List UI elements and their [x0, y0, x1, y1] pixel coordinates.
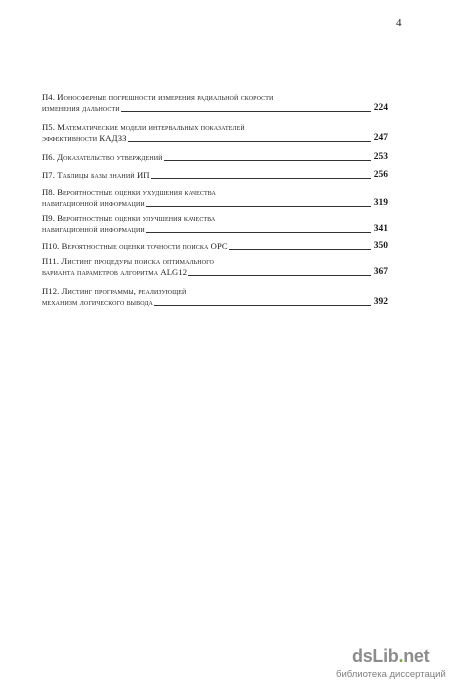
dotted-leader	[188, 275, 371, 276]
toc-entry-page: 224	[373, 103, 388, 113]
dotted-leader	[121, 111, 371, 112]
toc-entry-page: 247	[373, 133, 388, 143]
toc-entry-title-line2: механизм логического вывода	[42, 297, 153, 307]
toc-entry-title: П10. Вероятностные оценки точности поиска ОРС	[42, 241, 228, 251]
dotted-leader	[164, 160, 371, 161]
toc-entry-page: 367	[373, 267, 388, 277]
toc-entry-title-line2: навигационной информации	[42, 198, 145, 208]
toc-entry-title-line2: навигационной информации	[42, 224, 145, 234]
toc-entry-title-line2: варианта параметров алгоритма ALG12	[42, 267, 188, 277]
toc-entry-title-line1: П9. Вероятностные оценки улучшения качества	[42, 213, 216, 223]
dotted-leader	[154, 305, 371, 306]
toc-entry-page: 341	[373, 224, 388, 234]
toc-entry-page: 350	[373, 241, 388, 251]
toc-entry-p10	[42, 241, 388, 252]
toc-entry-p8	[42, 187, 388, 209]
toc-entry-p9	[42, 213, 388, 235]
toc-entry-title-line1: П8. Вероятностные оценки ухудшения качества	[42, 187, 216, 197]
watermark-brand: dsLib	[352, 646, 399, 666]
watermark-logo	[352, 646, 442, 667]
dotted-leader	[146, 232, 371, 233]
toc-entry-title-line1: П4. Ионосферные погрешности измерения радиальной скорости	[42, 92, 274, 102]
toc-entry-p6	[42, 152, 388, 163]
dotted-leader	[128, 141, 371, 142]
watermark-subtitle: библиотека диссертаций	[336, 669, 446, 680]
toc-entry-page: 319	[373, 198, 388, 208]
toc-entry-p5	[42, 122, 388, 144]
dotted-leader	[229, 249, 371, 250]
toc-entry-page: 253	[373, 152, 388, 162]
toc-entry-title-line2: изменения дальности	[42, 103, 120, 113]
toc-entry-page: 256	[373, 170, 388, 180]
toc-entry-title-line1: П5. Математические модели интервальных показателей	[42, 122, 245, 132]
toc-entry-p12	[42, 286, 388, 308]
watermark-dot: .	[398, 646, 404, 666]
toc-entry-title-line2: эффективности КАДЗЗ	[42, 133, 127, 143]
toc-entry-title: П7. Таблицы базы знаний ИП	[42, 170, 150, 180]
toc-entry-title-line1: П11. Листинг процедуры поиска оптимального	[42, 256, 214, 266]
toc-entry-p4	[42, 92, 388, 114]
watermark-tld: net	[403, 646, 430, 666]
dotted-leader	[146, 206, 371, 207]
dotted-leader	[151, 178, 371, 179]
page-number: 4	[396, 17, 402, 29]
toc-entry-page: 392	[373, 297, 388, 307]
toc-entry-title: П6. Доказательство утверждений	[42, 152, 163, 162]
toc-entry-p7	[42, 170, 388, 181]
toc-entry-p11	[42, 256, 388, 278]
toc-entry-title-line1: П12. Листинг программы, реализующей	[42, 286, 187, 296]
